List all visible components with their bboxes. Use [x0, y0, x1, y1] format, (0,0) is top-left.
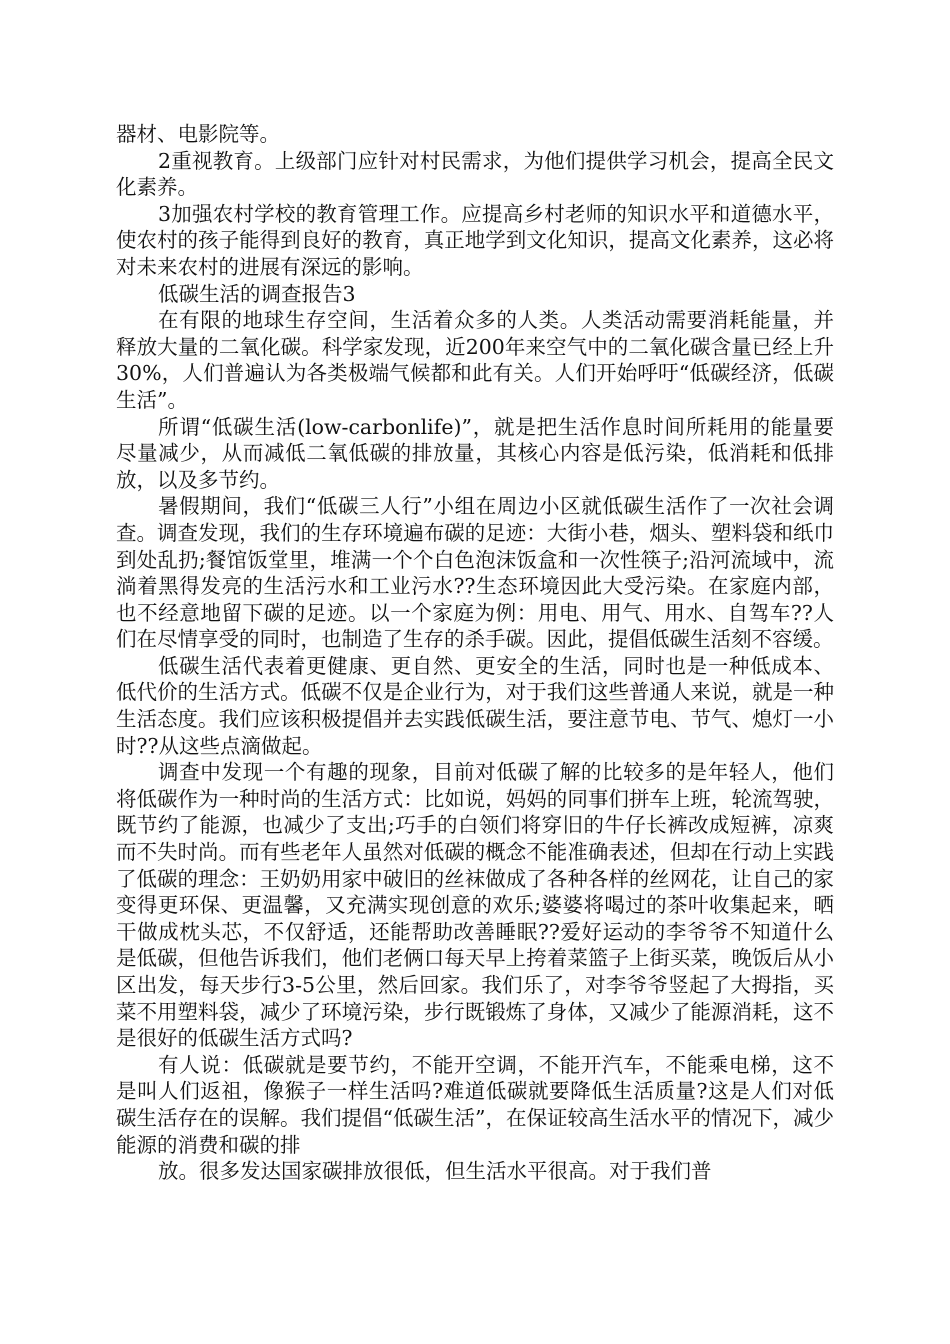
paragraph-definition: 所谓“低碳生活(low-carbonlife)”，就是把生活作息时间所耗用的能量要尽量减少，从而减低二氧低碳的排放量，其核心内容是低污染，低消耗和低排放，以及多节约。 [116, 414, 834, 492]
paragraph-lifestyle: 低碳生活代表着更健康、更自然、更安全的生活，同时也是一种低成本、低代价的生活方式。低碳不仅是企业行为，对于我们这些普通人来说，就是一种生活态度。我们应该积极提倡并去实践低碳生活，要注意节电、节气、熄灯一小时??从这些点滴做起。 [116, 653, 834, 758]
paragraph-intro: 在有限的地球生存空间，生活着众多的人类。人类活动需要消耗能量，并释放大量的二氧化碳。科学家发现，近200年来空气中的二氧化碳含量已经上升30%，人们普遍认为各类极端气候都和此有关。人们开始呼吁“低碳经济，低碳生活”。 [116, 308, 834, 412]
paragraph-findings: 调查中发现一个有趣的现象，目前对低碳了解的比较多的是年轻人，他们将低碳作为一种时尚的生活方式：比如说，妈妈的同事们拼车上班，轮流驾驶，既节约了能源，也减少了支出;巧手的白领们将穿旧的牛仔长裤改成短裤，凉爽而不失时尚。而有些老年人虽然对低碳的概念不能准确表述，但却在行动上实践了低碳的理念：王奶奶用家中破旧的丝袜做成了各种各样的丝网花，让自己的家变得更环保、更温馨，又充满实现创意的欢乐;婆婆将喝过的茶叶收集起来，晒干做成枕头芯，不仅舒适，还能帮助改善睡眠??爱好运动的李爷爷不知道什么是低碳，但他告诉我们，他们老俩口每天早上挎着菜篮子上街买菜，晚饭后从小区出发，每天步行3-5公里，然后回家。我们乐了，对李爷爷竖起了大拇指，买菜不用塑料袋，减少了环境污染，步行既锻炼了身体，又减少了能源消耗，这不是很好的低碳生活方式吗? [116, 760, 834, 1051]
paragraph-misconception: 有人说：低碳就是要节约，不能开空调，不能开汽车，不能乘电梯，这不是叫人们返祖，像猴子一样生活吗?难道低碳就要降低生活质量?这是人们对低碳生活存在的误解。我们提倡“低碳生活”，在保证较高生活水平的情况下，减少能源的消费和碳的排 [116, 1052, 834, 1157]
paragraph-survey: 暑假期间，我们“低碳三人行”小组在周边小区就低碳生活作了一次社会调查。调查发现，我们的生存环境遍布碳的足迹：大街小巷，烟头、塑料袋和纸巾到处乱扔;餐馆饭堂里，堆满一个个白色泡沫饭盒和一次性筷子;沿河流域中，流淌着黑得发亮的生活污水和工业污水??生态环境因此大受污染。在家庭内部，也不经意地留下碳的足迹。以一个家庭为例：用电、用气、用水、自驾车??人们在尽情享受的同时，也制造了生存的杀手碳。因此，提倡低碳生活刻不容缓。 [116, 494, 834, 652]
paragraph-rural-schools: 3加强农村学校的教育管理工作。应提高乡村老师的知识水平和道德水平，使农村的孩子能得到良好的教育，真正地学到文化知识，提高文化素养，这必将对未来农村的进展有深远的影响。 [116, 201, 834, 279]
document-page [116, 121, 834, 1185]
paragraph-final: 放。很多发达国家碳排放很低，但生活水平很高。对于我们普 [158, 1159, 712, 1184]
paragraph-education: 2重视教育。上级部门应针对村民需求，为他们提供学习机会，提高全民文化素养。 [116, 148, 834, 200]
paragraph-continued: 器材、电影院等。 [116, 122, 280, 146]
section-heading: 低碳生活的调查报告3 [158, 281, 356, 306]
